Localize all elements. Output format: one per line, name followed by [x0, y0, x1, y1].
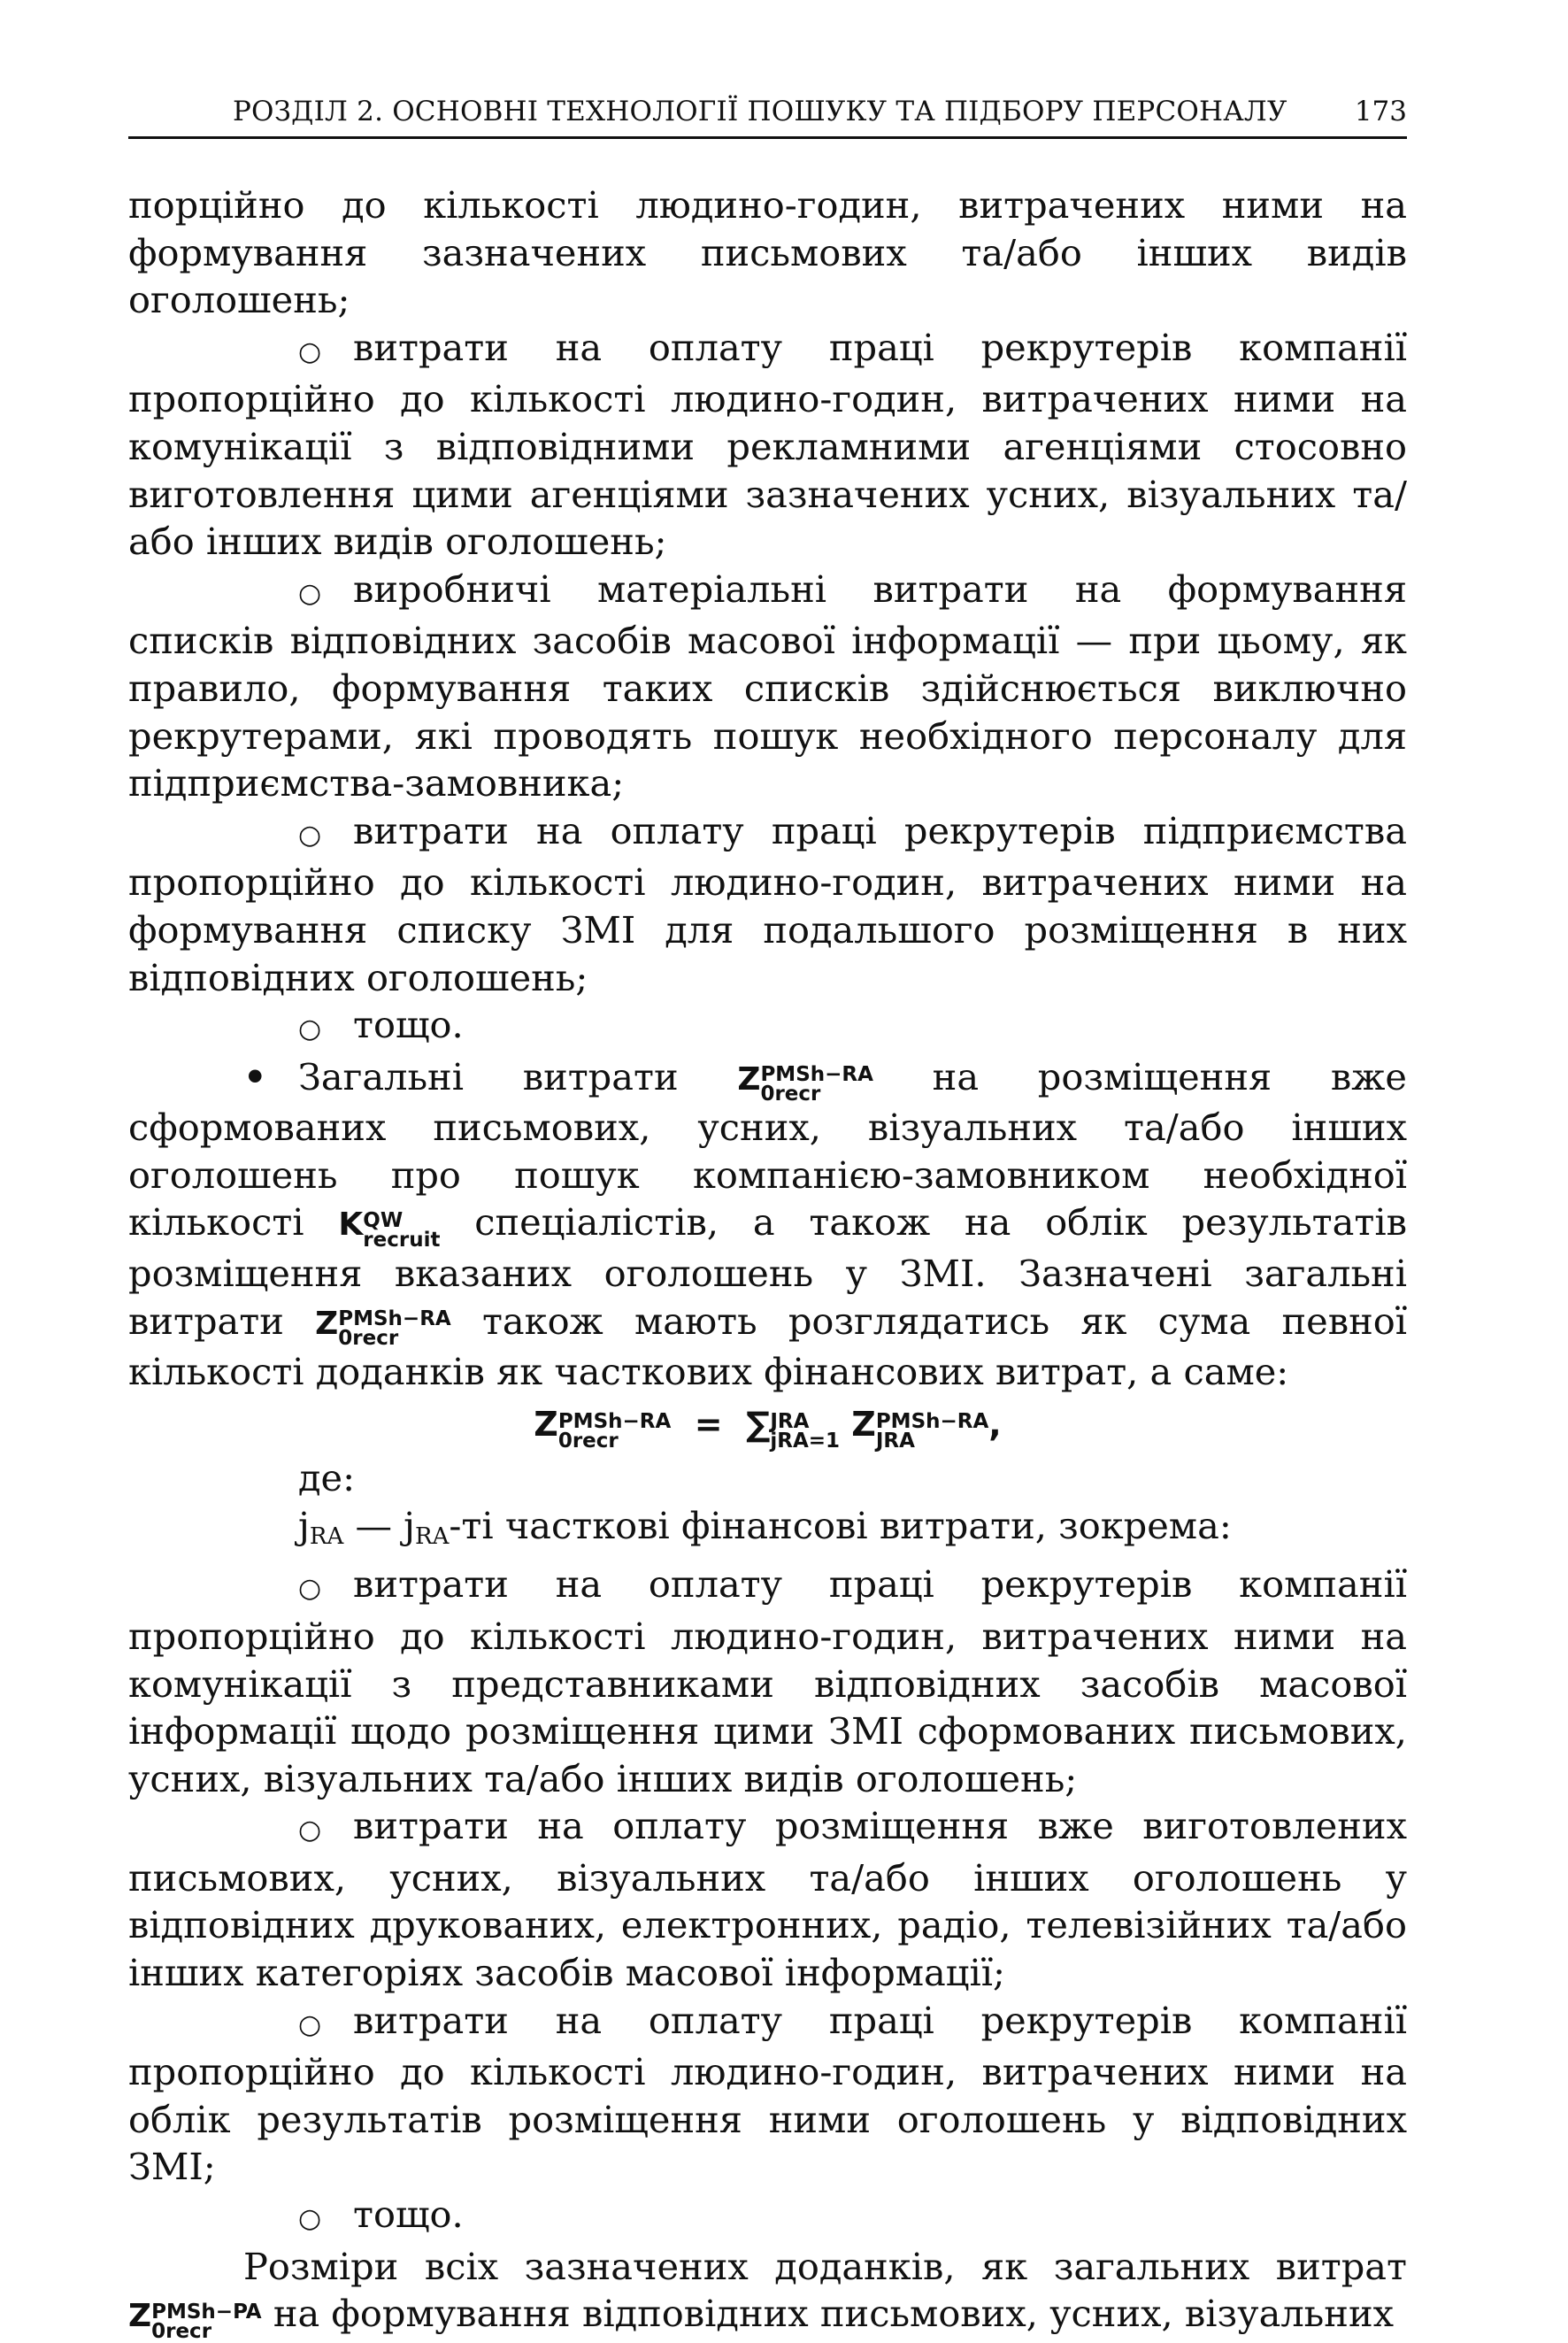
circle-bullet-icon: ○	[298, 1014, 322, 1045]
text-run: на розміщення вже сформованих письмових, усних, візуальних та/або інших оголошень про пошук компанією-замовником необхідної кількості	[128, 1054, 1407, 1245]
where-label: де:	[298, 1456, 356, 1500]
circle-bullet-icon: ○	[298, 335, 322, 367]
bullet-paragraph	[128, 1053, 1407, 1396]
list-item	[128, 324, 1407, 566]
sum-icon: ∑	[746, 1404, 771, 1444]
circle-bullet-icon: ○	[298, 819, 322, 851]
list-item-text: витрати на оплату праці рекрутерів компанії пропорційно до кількості людино-годин, витрачених ними на комунікації з відповідними рекламними агенціями стосовно виготовлення цими агенціями зазначених усних, візуальних та/або інших видів оголошень;	[128, 325, 1407, 564]
text-run: також мають розглядатись як сума певної кількості доданків як часткових фінансових витрат, а саме:	[128, 1299, 1407, 1394]
circle-bullet-icon: ○	[298, 1815, 322, 1846]
list-item	[128, 1997, 1407, 2191]
list-item-text: витрати на оплату праці рекрутерів підприємства пропорційно до кількості людино-годин, витрачених ними на формування списку ЗМІ для подальшого розміщення в них відповідних оголошень;	[128, 808, 1407, 999]
circle-bullet-icon: ○	[298, 577, 322, 609]
formula-expression: Z PMSh−RA 0recr = ∑ JRA jRA=1 Z PMSh−RA JRA ,	[534, 1404, 1002, 1453]
circle-bullet-icon: ○	[298, 2008, 322, 2040]
list-item-text: витрати на оплату праці рекрутерів компанії пропорційно до кількості людино-годин, витрачених ними на комунікації з представниками відповідних засобів масової інформації щодо розміщення цими ЗМІ сформованих письмових, усних, візуальних та/або інших видів оголошень;	[128, 1562, 1407, 1800]
symbol-z-pmsh-ra: Z PMSh−RA 0recr	[315, 1305, 451, 1351]
page-number: 173	[1354, 96, 1407, 127]
list-item-text: витрати на оплату праці рекрутерів компанії пропорційно до кількості людино-годин, витрачених ними на облік результатів розміщення ними оголошень у відповідних ЗМІ;	[128, 1998, 1407, 2189]
symbol-z-pmsh-pa: Z PMSh−PA 0recr	[128, 2298, 262, 2343]
list-item	[128, 2191, 1407, 2243]
bullet-icon: •	[243, 1054, 267, 1098]
symbol-k-qw-recruit: K QW recruit	[338, 1206, 441, 1252]
list-item	[128, 1001, 1407, 1053]
list-item	[128, 1802, 1407, 1996]
circle-bullet-icon: ○	[298, 1573, 322, 1605]
paragraph: Розміри всіх зазначених доданків, як загальних витрат Z PMSh−PA 0recr на формування відповідних письмових, усних, візуальних	[128, 2244, 1407, 2343]
list-item-text: витрати на оплату розміщення вже виготовлених письмових, усних, візуальних та/або інших оголошень у відповідних друкованих, електронних, радіо, телевізійних та/або інших категоріях засобів масової інформації;	[128, 1804, 1407, 1995]
text-run: спеціалістів, а також на облік результатів розміщення вказаних оголошень у ЗМІ. Зазначені загальні витрати	[128, 1200, 1407, 1343]
chapter-title: РОЗДІЛ 2. ОСНОВНІ ТЕХНОЛОГІЇ ПОШУКУ ТА ПІДБОРУ ПЕРСОНАЛУ	[233, 96, 1287, 127]
list-item	[128, 807, 1407, 1001]
list-item	[128, 566, 1407, 807]
list-item	[128, 1561, 1407, 1802]
symbol-z-pmsh-ra: Z PMSh−RA 0recr	[737, 1060, 873, 1106]
body-text	[128, 181, 1407, 2341]
list-item-text: тощо.	[353, 2193, 464, 2237]
circle-bullet-icon: ○	[298, 2203, 322, 2235]
formula	[128, 1396, 1407, 1454]
paragraph: порційно до кількості людино-годин, витрачених ними на формування зазначених письмових та/або інших видів оголошень;	[128, 183, 1407, 322]
text-run: Загальні витрати	[298, 1054, 679, 1098]
list-item-text: тощо.	[353, 1003, 464, 1047]
running-header	[128, 92, 1407, 139]
list-item-text: виробничі матеріальні витрати на формування списків відповідних засобів масової інформації — при цьому, як правило, формування таких списків здійснюється виключно рекрутерами, які проводять пошук необхідного персоналу для підприємства-замовника;	[128, 566, 1407, 805]
definition-line: jRA — jRA-ті часткові фінансові витрати, зокрема:	[298, 1503, 1232, 1550]
